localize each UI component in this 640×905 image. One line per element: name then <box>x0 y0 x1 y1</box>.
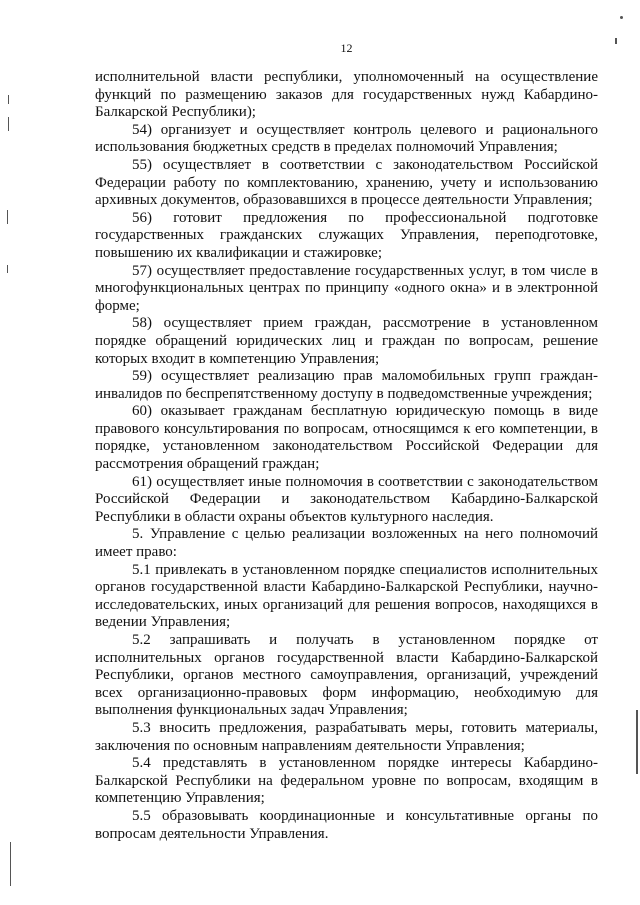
paragraph: 5.3 вносить предложения, разрабатывать меры, готовить материалы, заключения по основным направлениям деятельности Управления; <box>95 719 598 754</box>
scan-artifact <box>620 16 623 19</box>
scan-artifact <box>636 710 638 774</box>
scan-artifact <box>615 38 617 44</box>
paragraph: 56) готовит предложения по профессиональной подготовке государственных гражданских служащих Управления, переподготовке, повышению их квалификации и стажировке; <box>95 209 598 261</box>
paragraph: исполнительной власти республики, уполномоченный на осуществление функций по размещению заказов для государственных нужд Кабардино-Балкарской Республики); <box>95 69 598 121</box>
document-page <box>95 40 598 843</box>
paragraph: 55) осуществляет в соответствии с законодательством Российской Федерации работу по комплектованию, хранению, учету и использованию архивных документов, образовавшихся в процессе деятельности Управления; <box>95 156 598 209</box>
paragraph: 5.1 привлекать в установленном порядке специалистов исполнительных органов государственной власти Кабардино-Балкарской Республики, научно-исследовательских, иных организаций для решения вопросов, находящихся в ведении Управления; <box>95 561 598 631</box>
paragraph: 59) осуществляет реализацию прав маломобильных групп граждан-инвалидов по беспрепятственному доступу в подведомственные учреждения; <box>95 368 598 402</box>
paragraph: 57) осуществляет предоставление государственных услуг, в том числе в многофункциональных центрах по принципу «одного окна» и в электронной форме; <box>95 262 598 314</box>
paragraph: 58) осуществляет прием граждан, рассмотрение в установленном порядке обращений юридических лиц и граждан по вопросам, решение которых входит в компетенцию Управления; <box>95 315 598 367</box>
scan-artifact <box>8 95 9 104</box>
scan-artifact <box>8 117 9 131</box>
paragraph: 5.5 образовывать координационные и консультативные органы по вопросам деятельности Управления. <box>95 807 598 842</box>
paragraph: 60) оказывает гражданам бесплатную юридическую помощь в виде правового консультирования по вопросам, относящимся к его компетенции, в порядке, установленном законодательством Российской Федерации для рассмотрения обращений граждан; <box>95 403 598 473</box>
scan-artifact <box>10 842 11 886</box>
paragraph: 5.2 запрашивать и получать в установленном порядке от исполнительных органов государственной власти Кабардино-Балкарской Республики, органов местного самоуправления, организаций, учреждений всех организационно-правовых форм информацию, необходимую для выполнения функциональных задач Управления; <box>95 632 598 719</box>
scan-artifact <box>7 265 8 273</box>
paragraph: 61) осуществляет иные полномочия в соответствии с законодательством Российской Федерации и законодательством Кабардино-Балкарской Республики в области охраны объектов культурного наследия. <box>95 473 598 525</box>
paragraph: 5. Управление с целью реализации возложенных на него полномочий имеет право: <box>95 526 598 561</box>
paragraph: 54) организует и осуществляет контроль целевого и рационального использования бюджетных средств в пределах полномочий Управления; <box>95 121 598 156</box>
page-number: 12 <box>340 41 353 55</box>
scan-artifact <box>7 210 8 224</box>
paragraph: 5.4 представлять в установленном порядке интересы Кабардино-Балкарской Республики на федеральном уровне по вопросам, входящим в компетенцию Управления; <box>95 755 598 807</box>
